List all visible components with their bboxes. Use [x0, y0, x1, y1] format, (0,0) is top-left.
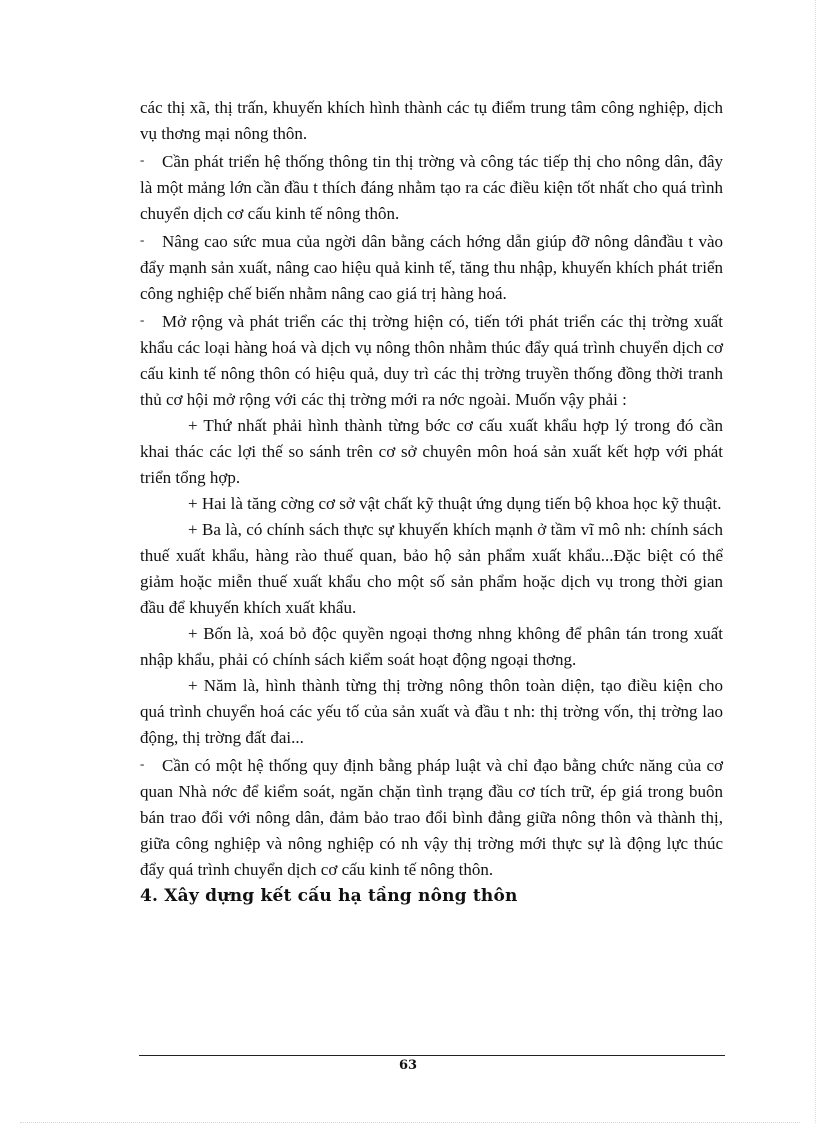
footer-divider: [139, 1055, 725, 1056]
bullet-dash-icon: -: [140, 232, 145, 247]
paragraph-7: + Bốn là, xoá bỏ độc quyền ngoại thơng nhng không để phân tán trong xuất nhập khẩu, phải có chính sách kiểm soát hoạt động ngoại thơng.: [140, 624, 723, 669]
section-heading: 4. Xây dựng kết cấu hạ tầng nông thôn: [140, 886, 518, 906]
bullet-dash-icon: -: [140, 152, 145, 167]
paragraph-4: + Thứ nhất phải hình thành từng bớc cơ cấu xuất khẩu hợp lý trong đó cần khai thác các lợi thế so sánh trên cơ sở chuyên môn hoá sản xuất kết hợp với phát triển tổng hợp.: [140, 416, 723, 487]
paragraph-3: - Mở rộng và phát triển các thị trờng hiện có, tiến tới phát triển các thị trờng xuất khẩu các loại hàng hoá và dịch vụ nông thôn nhằm thúc đẩy quá trình chuyển dịch cơ cấu kinh tế nông thôn có hiệu quả, duy trì các thị trờng truyền thống đồng thời tranh thủ cơ hội mở rộng với các thị trờng mới ra nớc ngoài. Muốn vậy phải :: [140, 307, 723, 413]
body-text: [140, 95, 723, 909]
bullet-dash-icon: -: [140, 312, 145, 327]
paragraph-2: - Nâng cao sức mua của ngời dân bằng cách hớng dẫn giúp đỡ nông dânđầu t vào đẩy mạnh sản xuất, nâng cao hiệu quả kinh tế, tăng thu nhập, khuyến khích phát triển công nghiệp chế biến nhằm nâng cao giá trị hàng hoá.: [140, 227, 723, 307]
page-number: 63: [398, 1058, 418, 1073]
paragraph-5: + Hai là tăng cờng cơ sở vật chất kỹ thuật ứng dụng tiến bộ khoa học kỹ thuật.: [188, 494, 722, 513]
paragraph-8: + Năm là, hình thành từng thị trờng nông thôn toàn diện, tạo điều kiện cho quá trình chuyển hoá các yếu tố của sản xuất và đầu t nh: thị trờng vốn, thị trờng lao động, thị trờng đất đai...: [140, 676, 723, 747]
paragraph-9: - Cần có một hệ thống quy định bằng pháp luật và chỉ đạo bằng chức năng của cơ quan Nhà nớc để kiểm soát, ngăn chặn tình trạng đầu cơ tích trữ, ép giá trong buôn bán trao đổi với nông dân, đảm bảo trao đổi bình đẳng giữa nông thôn và thành thị, giữa công nghiệp và nông nghiệp có nh vậy thị trờng mới thực sự là động lực thúc đẩy quá trình chuyển dịch cơ cấu kinh tế nông thôn.: [140, 751, 723, 883]
bullet-dash-icon: -: [140, 756, 145, 771]
paragraph-0: các thị xã, thị trấn, khuyến khích hình thành các tụ điểm trung tâm công nghiệp, dịch vụ thơng mại nông thôn.: [140, 98, 723, 143]
paragraph-1: - Cần phát triển hệ thống thông tin thị trờng và công tác tiếp thị cho nông dân, đây là một mảng lớn cần đầu t thích đáng nhằm tạo ra các điều kiện tốt nhất cho quá trình chuyển dịch cơ cấu kinh tế nông thôn.: [140, 147, 723, 227]
paragraph-6: + Ba là, có chính sách thực sự khuyến khích mạnh ở tầm vĩ mô nh: chính sách thuế xuất khẩu, hàng rào thuế quan, bảo hộ sản phẩm xuất khẩu...Đặc biệt có thể giảm hoặc miễn thuế xuất khẩu cho một số sản phẩm hoặc dịch vụ trong thời gian đầu để khuyến khích xuất khẩu.: [140, 520, 723, 617]
